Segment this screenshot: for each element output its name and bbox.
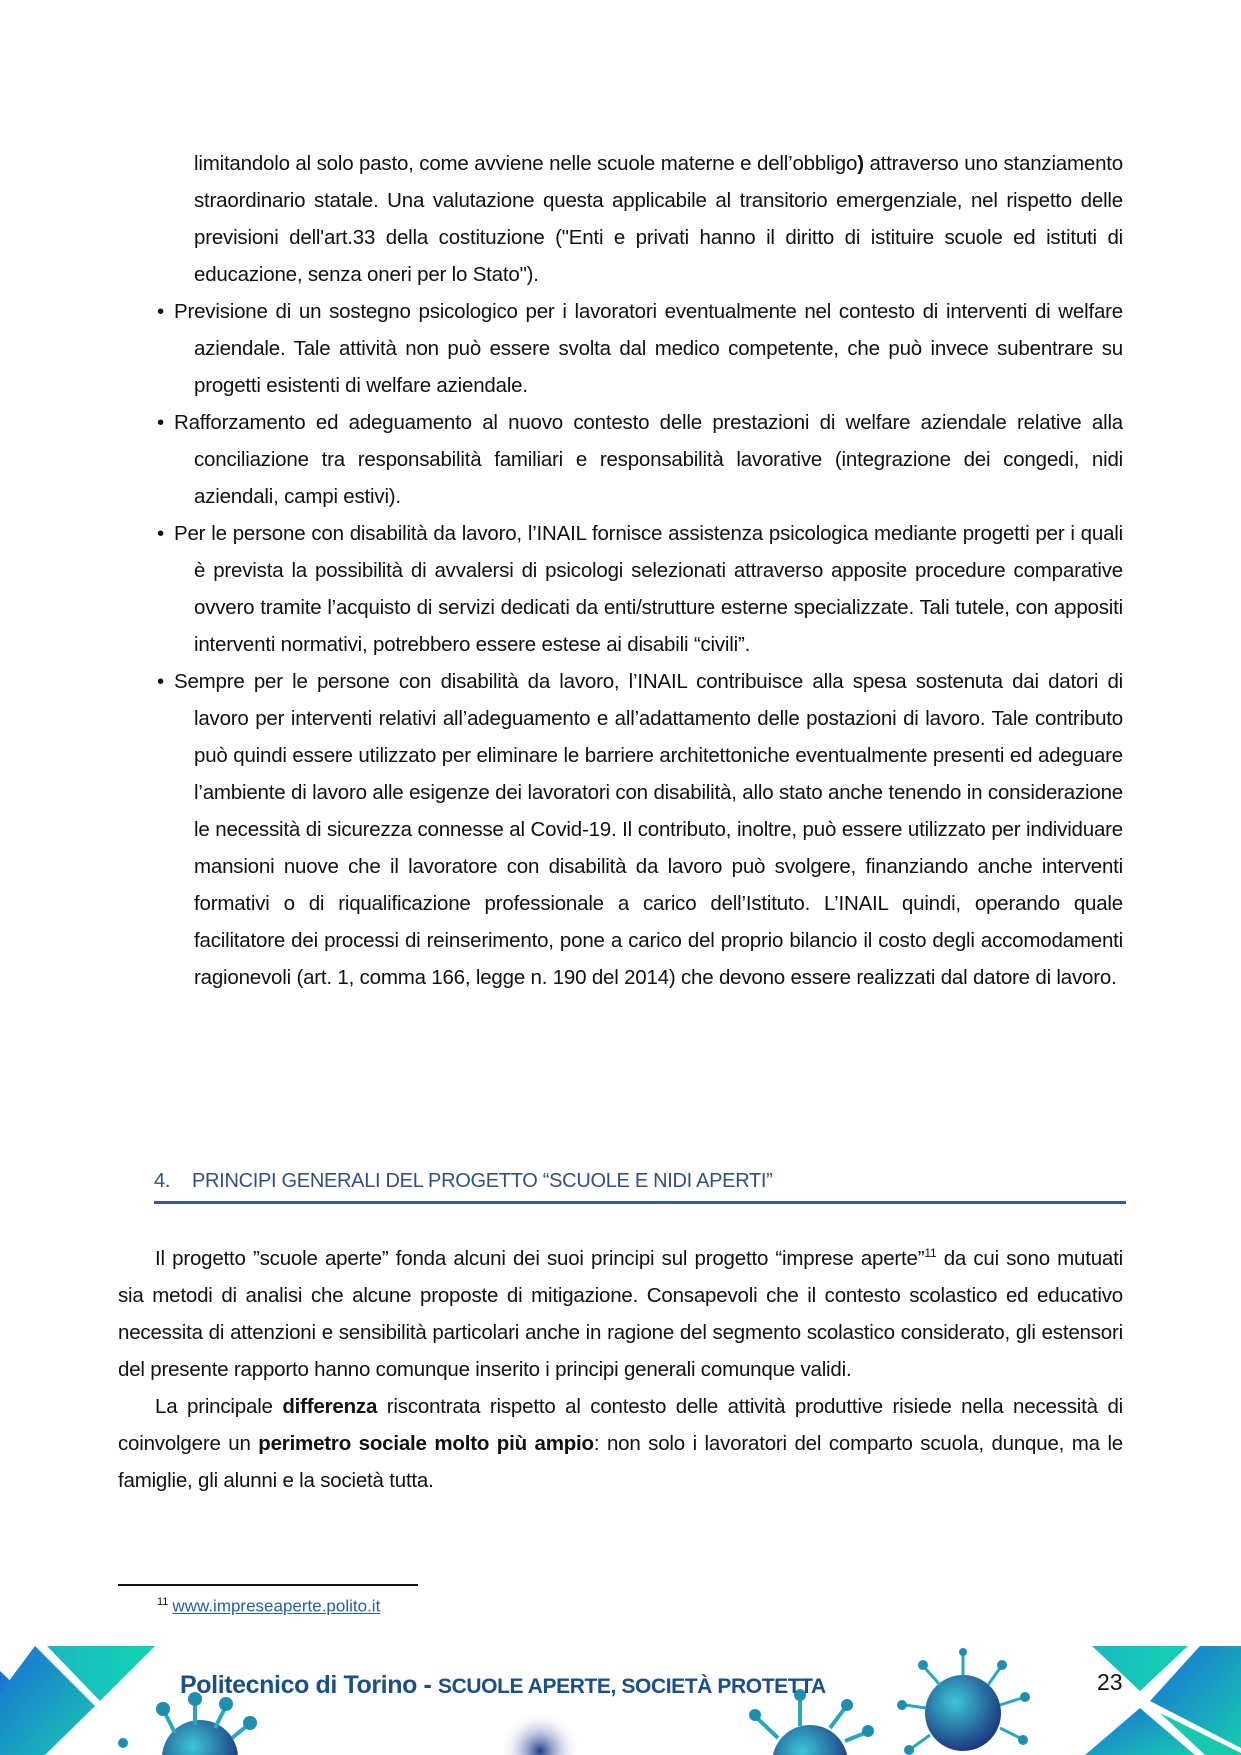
bullet-item [157, 293, 1123, 404]
bullet-item [157, 515, 1123, 663]
bold-term: perimetro sociale molto più ampio [258, 1432, 594, 1455]
bullet-item [157, 404, 1123, 515]
footer-institution: Politecnico di Torino - [180, 1671, 438, 1699]
footnote [157, 1596, 380, 1617]
footnote-reference[interactable]: 11 [924, 1246, 937, 1261]
bullet-list [157, 293, 1123, 996]
page-footer-banner [0, 1643, 1241, 1755]
section-title: PRINCIPI GENERALI DEL PROGETTO “SCUOLE E NIDI APERTI” [192, 1170, 773, 1192]
paragraph-text: : non solo i lavoratori del comparto scuola, dunque, ma le famiglie, gli alunni e la società tutta. [118, 1432, 1124, 1492]
paragraph-text: da cui sono mutuati sia metodi di analisi che alcune proposte di mitigazione. Consapevoli che il contesto scolastico ed educativo necessita di attenzioni e sensibilità particolari anche in ragione del segmento scolastico considerato, gli estensori del presente rapporto hanno comunque inserito i principi generali comunque validi. [118, 1247, 1123, 1381]
section-number: 4. [154, 1170, 171, 1192]
bullet-icon: • [157, 522, 164, 545]
paragraph-text: La principale [155, 1395, 283, 1418]
bullet-icon: • [157, 300, 164, 323]
paragraph-1 [118, 1240, 1123, 1388]
footer-title [180, 1671, 826, 1700]
bullet-icon: • [157, 670, 164, 693]
footnote-divider [118, 1584, 418, 1586]
section-heading [154, 1170, 1126, 1204]
continued-text-start: limitandolo al solo pasto, come avviene nelle scuole materne e dell’obbligo [194, 152, 858, 175]
paragraph-2 [118, 1388, 1123, 1499]
footnote-number: 11 [157, 1596, 169, 1608]
body-paragraphs [118, 1240, 1123, 1499]
bold-term: differenza [282, 1395, 378, 1418]
continued-text-end: attraverso uno stanziamento straordinario statale. Una valutazione questa applicabile al transitorio emergenziale, nel rispetto delle previsioni dell'art.33 della costituzione ("Enti e privati hanno il diritto di istituire scuole ed istituti di educazione, senza oneri per lo Stato"). [194, 152, 1123, 286]
page-number: 23 [1097, 1669, 1123, 1695]
bold-paren: ) [857, 152, 864, 175]
continued-bullet-text [194, 145, 1123, 293]
bullet-text: Previsione di un sostegno psicologico per i lavoratori eventualmente nel contesto di interventi di welfare aziendale. Tale attività non può essere svolta dal medico competente, che può invece subentrare su progetti esistenti di welfare aziendale. [174, 300, 1123, 397]
bullet-item [157, 663, 1123, 996]
footnote-link[interactable]: www.impreseaperte.polito.it [172, 1596, 381, 1616]
footer-project-name: SCUOLE APERTE, SOCIETÀ PROTETTA [438, 1675, 826, 1698]
bullet-text: Sempre per le persone con disabilità da lavoro, l’INAIL contribuisce alla spesa sostenuta dai datori di lavoro per interventi relativi all’adeguamento e all’adattamento delle postazioni di lavoro. Tale contributo può quindi essere utilizzato per eliminare le barriere architettoniche eventualmente presenti ed adeguare l’ambiente di lavoro alle esigenze dei lavoratori con disabilità, allo stato anche tenendo in considerazione le necessità di sicurezza connesse al Covid-19. Il contributo, inoltre, può essere utilizzato per individuare mansioni nuove che il lavoratore con disabilità da lavoro può svolgere, finanziando anche interventi formativi o di riqualificazione professionale a carico dell’Istituto. L’INAIL quindi, operando quale facilitatore dei processi di reinserimento, pone a carico del proprio bilancio il costo degli accomodamenti ragionevoli (art. 1, comma 166, legge n. 190 del 2014) che devono essere realizzati dal datore di lavoro. [174, 670, 1123, 989]
paragraph-text: Il progetto ”scuole aperte” fonda alcuni dei suoi principi sul progetto “imprese aperte” [155, 1247, 925, 1270]
paragraph-text: riscontrata rispetto al contesto delle attività produttive risiede nella necessità di coinvolgere un [118, 1395, 1124, 1455]
bullet-icon: • [157, 411, 164, 434]
bullet-text: Per le persone con disabilità da lavoro, l’INAIL fornisce assistenza psicologica mediante progetti per i quali è prevista la possibilità di avvalersi di psicologi selezionati attraverso apposite procedure comparative ovvero tramite l’acquisto di servizi dedicati da enti/strutture esterne specializzate. Tali tutele, con appositi interventi normativi, potrebbero essere estese ai disabili “civili”. [174, 522, 1123, 656]
bullet-text: Rafforzamento ed adeguamento al nuovo contesto delle prestazioni di welfare aziendale relative alla conciliazione tra responsabilità familiari e responsabilità lavorative (integrazione dei congedi, nidi aziendali, campi estivi). [174, 411, 1123, 508]
